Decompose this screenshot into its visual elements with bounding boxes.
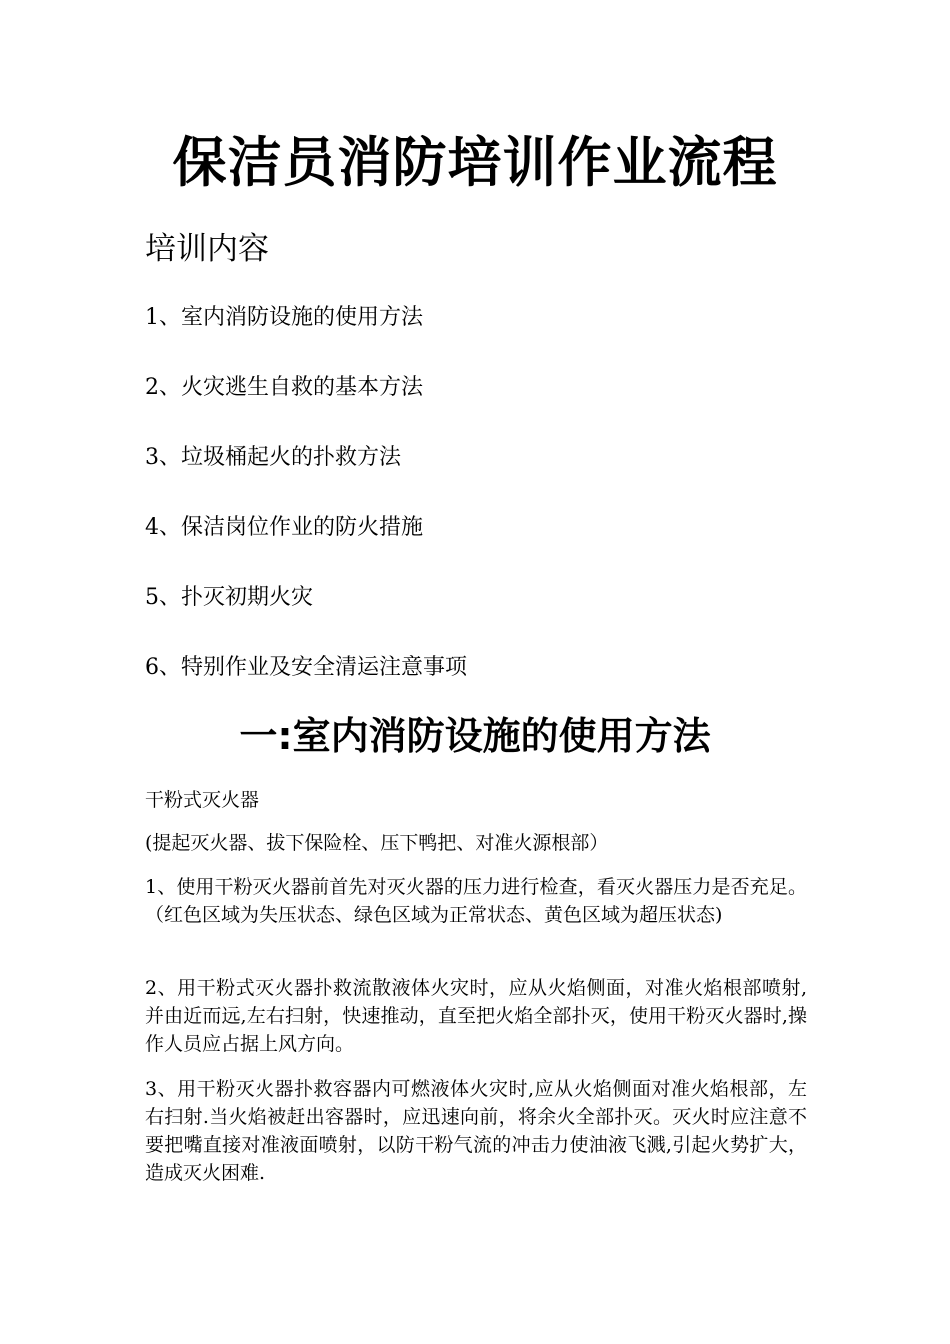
- paragraph-3: 3、用干粉灭火器扑救容器内可燃液体火灾时,应从火焰侧面对准火焰根部，左右扫射.当火焰被赶出容器时，应迅速向前，将余火全部扑灭。灭火时应注意不要把嘴直接对准液面喷射，以防干粉气流的冲击力使油液飞溅,引起火势扩大，造成灭火困难.: [145, 1078, 807, 1184]
- toc-item-6: 6、特别作业及安全清运注意事项: [145, 655, 467, 680]
- toc-item-5: 5、扑灭初期火灾: [145, 585, 313, 610]
- toc-item-3: 3、垃圾桶起火的扑救方法: [145, 445, 401, 470]
- toc-item-2: 2、火灾逃生自救的基本方法: [145, 375, 423, 400]
- paragraph-2: 2、用干粉式灭火器扑救流散液体火灾时，应从火焰侧面，对准火焰根部喷射,并由近而远,左右扫射，快速推动，直至把火焰全部扑灭，使用干粉灭火器时,操作人员应占据上风方向。: [145, 977, 807, 1055]
- section-1-heading: 一:室内消防设施的使用方法: [239, 714, 711, 758]
- paragraph-1: 1、使用干粉灭火器前首先对灭火器的压力进行检查，看灭火器压力是否充足。（红色区域为失压状态、绿色区域为正常状态、黄色区域为超压状态): [145, 876, 807, 926]
- document-title: 保洁员消防培训作业流程: [172, 131, 778, 194]
- extinguisher-type-label: 干粉式灭火器: [145, 789, 260, 811]
- toc-item-4: 4、保洁岗位作业的防火措施: [145, 515, 423, 540]
- extinguisher-steps-summary: (提起灭火器、拔下保险栓、压下鸭把、对准火源根部）: [145, 832, 609, 854]
- toc-item-1: 1、室内消防设施的使用方法: [145, 305, 423, 330]
- training-content-heading: 培训内容: [145, 231, 269, 267]
